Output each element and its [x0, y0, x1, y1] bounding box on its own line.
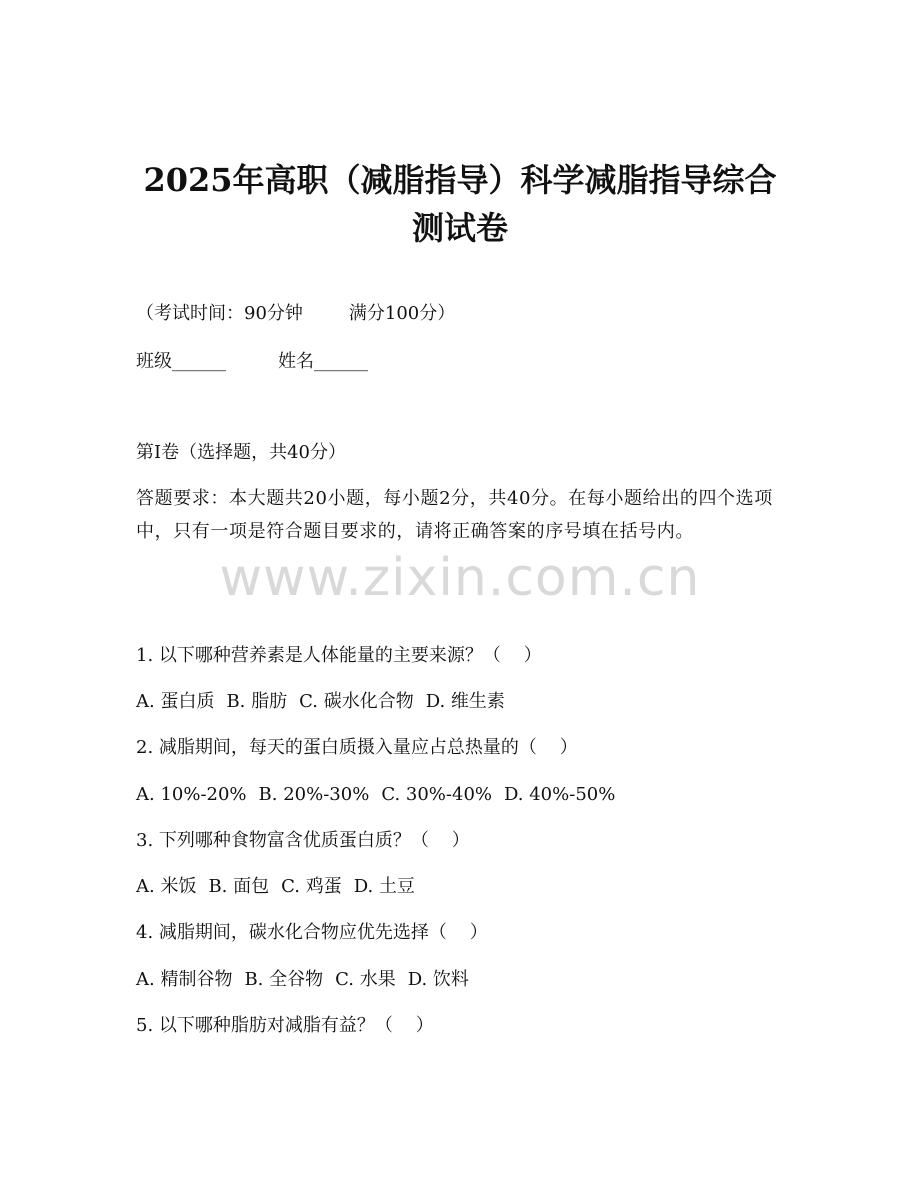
option-d: D. 维生素	[425, 691, 505, 712]
question-options	[136, 875, 415, 899]
option-a: A. 米饭	[136, 876, 197, 897]
option-c: C. 鸡蛋	[281, 876, 342, 897]
question-stem: 5. 以下哪种脂肪对减脂有益？（ ）	[136, 1015, 434, 1036]
question-stem: 2. 减脂期间，每天的蛋白质摄入量应占总热量的（ ）	[136, 737, 578, 758]
option-a: A. 精制谷物	[136, 969, 233, 990]
instructions: 答题要求：本大题共20小题，每小题2分，共40分。在每小题给出的四个选项中，只有一项是符合题目要求的，请将正确答案的序号填在括号内。	[136, 488, 773, 542]
name-field: 姓名______	[278, 351, 368, 372]
question-stem: 4. 减脂期间，碳水化合物应优先选择（ ）	[136, 922, 488, 943]
option-c: C. 碳水化合物	[299, 691, 414, 712]
class-field: 班级______	[136, 351, 226, 372]
option-c: C. 水果	[335, 969, 396, 990]
question-options	[136, 968, 469, 992]
question-stem: 1. 以下哪种营养素是人体能量的主要来源？（ ）	[136, 645, 542, 666]
option-c: C. 30%-40%	[381, 784, 492, 805]
option-d: D. 土豆	[353, 876, 415, 897]
option-a: A. 蛋白质	[136, 691, 215, 712]
option-b: B. 20%-30%	[258, 784, 370, 805]
option-b: B. 脂肪	[226, 691, 288, 712]
exam-info	[136, 302, 455, 326]
option-d: D. 饮料	[407, 969, 469, 990]
exam-title-line2: 测试卷	[411, 209, 508, 247]
exam-title-line1: 2025年高职（减脂指导）科学减脂指导综合	[143, 161, 777, 199]
option-a: A. 10%-20%	[136, 784, 247, 805]
exam-full-score: 满分100分）	[348, 303, 456, 324]
question-stem: 3. 下列哪种食物富含优质蛋白质？（ ）	[136, 830, 470, 851]
option-d: D. 40%-50%	[504, 784, 616, 805]
exam-time: （考试时间：90分钟	[136, 303, 303, 324]
student-info	[136, 350, 368, 374]
option-b: B. 全谷物	[244, 969, 324, 990]
option-b: B. 面包	[208, 876, 270, 897]
question-options	[136, 690, 505, 714]
section-heading: 第I卷（选择题，共40分）	[136, 442, 347, 463]
watermark: www.zixin.com.cn	[219, 548, 701, 608]
question-options	[136, 783, 615, 807]
